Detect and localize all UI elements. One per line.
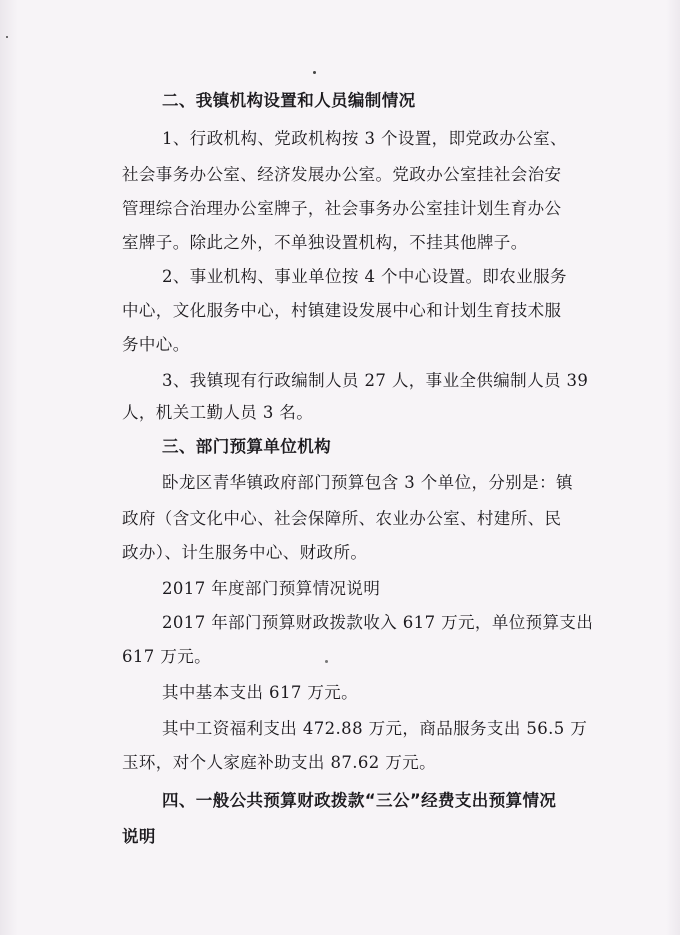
scan-speck [313, 71, 316, 74]
paragraph-line: 室牌子。除此之外，不单独设置机构，不挂其他牌子。 [122, 233, 528, 252]
paragraph-line: 其中基本支出 617 万元。 [162, 683, 359, 702]
paragraph-line: 1、行政机构、党政机构按 3 个设置，即党政办公室、 [162, 129, 567, 148]
paragraph-line: 社会事务办公室、经济发展办公室。党政办公室挂社会治安 [122, 165, 562, 184]
section-heading-3: 三、部门预算单位机构 [162, 437, 331, 456]
section-heading-2: 二、我镇机构设置和人员编制情况 [162, 91, 416, 110]
scan-edge-shadow-left [0, 0, 18, 935]
paragraph-line: 617 万元。 [122, 647, 212, 666]
paragraph-line: 务中心。 [122, 335, 190, 354]
paragraph-line: 卧龙区青华镇政府部门预算包含 3 个单位，分别是：镇 [162, 473, 573, 492]
scan-edge-shadow-right [666, 0, 680, 935]
paragraph-line: 人，机关工勤人员 3 名。 [122, 403, 314, 422]
scan-speck [325, 660, 328, 663]
paragraph-line: 政办）、计生服务中心、财政所。 [122, 543, 368, 562]
paragraph-line: 2、事业机构、事业单位按 4 个中心设置。即农业服务 [162, 267, 567, 286]
paragraph-line: 3、我镇现有行政编制人员 27 人，事业全供编制人员 39 [162, 371, 589, 390]
section-heading-4: 四、一般公共预算财政拨款“三公”经费支出预算情况 [162, 791, 557, 810]
scan-speck [6, 36, 8, 38]
paragraph-line: 2017 年部门预算财政拨款收入 617 万元，单位预算支出 [162, 613, 594, 632]
paragraph-line: 政府（含文化中心、社会保障所、农业办公室、村建所、民 [122, 509, 562, 528]
section-heading-4-continued: 说明 [122, 827, 156, 846]
paragraph-line: 其中工资福利支出 472.88 万元，商品服务支出 56.5 万 [162, 719, 588, 738]
paragraph-line: 玉环，对个人家庭补助支出 87.62 万元。 [122, 753, 437, 772]
paragraph-line: 中心，文化服务中心，村镇建设发展中心和计划生育技术服 [122, 301, 562, 320]
paragraph-line: 管理综合治理办公室牌子，社会事务办公室挂计划生育办公 [122, 199, 562, 218]
paragraph-line: 2017 年度部门预算情况说明 [162, 579, 381, 598]
